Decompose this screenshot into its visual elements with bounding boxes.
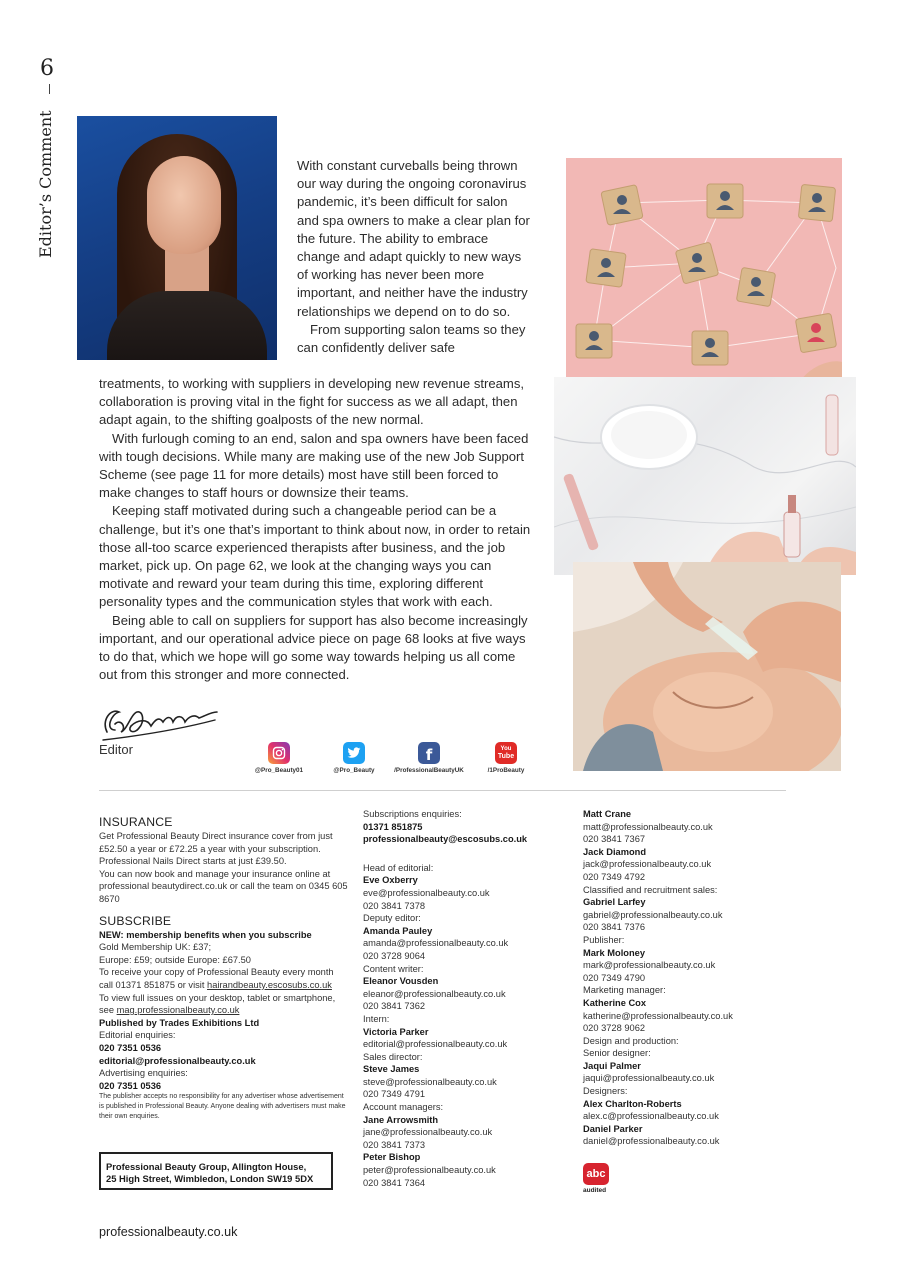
staff-name: Alex Charlton-Roberts xyxy=(583,1098,682,1109)
intro-text xyxy=(297,157,532,357)
staff-role: Marketing manager: xyxy=(583,985,666,996)
staff-email[interactable]: katherine@professionalbeauty.co.uk xyxy=(583,1010,733,1021)
view-issues: To view full issues on your desktop, tablet or smartphone, see mag.professionalbeauty.co.uk xyxy=(99,992,336,1016)
staff-entry xyxy=(363,912,563,962)
editorial-email[interactable]: editorial@professionalbeauty.co.uk xyxy=(99,1055,256,1066)
staff-email[interactable]: daniel@professionalbeauty.co.uk xyxy=(583,1136,720,1147)
staff-entry xyxy=(583,934,783,984)
staff-role: Intern: xyxy=(363,1013,390,1024)
gold-membership: Gold Membership UK: £37; xyxy=(99,942,212,953)
staff-role: Designers: xyxy=(583,1086,628,1097)
body-paragraph: treatments, to working with suppliers in developing new revenue streams, collaboration is proving vital in the fight for success as we all adapt, then adapt again, to the shifting goalposts of the new normal. xyxy=(99,376,525,428)
staff-entry xyxy=(583,1047,783,1085)
staff-name: Jane Arrowsmith xyxy=(363,1114,439,1125)
abc-audited-logo: abc xyxy=(583,1163,609,1185)
staff-phone: 020 3728 9062 xyxy=(583,1023,646,1034)
staff-entry xyxy=(583,808,783,846)
intro-paragraph: With constant curveballs being thrown our way during the ongoing coronavirus pandemic, it’s been difficult for salon and spa owners to make a clear plan for the future. The ability to embrace change and adapt quickly to new ways of working has never been more important, and neither have the industry relationships we depend on to do so. xyxy=(297,158,530,319)
masthead-column-1 xyxy=(99,815,349,1122)
staff-phone: 020 3728 9064 xyxy=(363,950,426,961)
staff-entry xyxy=(363,1013,563,1051)
published-by: Published by Trades Exhibitions Ltd xyxy=(99,1017,260,1028)
staff-entry xyxy=(583,1035,783,1048)
social-twitter[interactable] xyxy=(314,742,394,774)
staff-email[interactable]: jaqui@professionalbeauty.co.uk xyxy=(583,1073,715,1084)
intro-paragraph: From supporting salon teams so they can confidently deliver safe xyxy=(297,321,526,356)
masthead-column-2 xyxy=(363,808,563,1189)
staff-name: Eleanor Vousden xyxy=(363,976,439,987)
subscriptions-email[interactable]: professionalbeauty@escosubs.co.uk xyxy=(363,834,528,845)
staff-email[interactable]: editorial@professionalbeauty.co.uk xyxy=(363,1039,508,1050)
social-handle: /1ProBeauty xyxy=(487,767,525,774)
staff-phone: 020 3841 7376 xyxy=(583,922,646,933)
staff-name: Gabriel Larfey xyxy=(583,897,646,908)
social-instagram[interactable] xyxy=(239,742,319,774)
staff-name: Eve Oxberry xyxy=(363,875,418,886)
staff-entry xyxy=(363,1051,563,1101)
staff-phone: 020 3841 7362 xyxy=(363,1001,426,1012)
staff-role: Deputy editor: xyxy=(363,913,421,924)
staff-email[interactable]: amanda@professionalbeauty.co.uk xyxy=(363,938,509,949)
staff-role: Content writer: xyxy=(363,963,424,974)
subscriptions-phone: 01371 851875 xyxy=(363,821,423,832)
staff-phone: 020 7349 4792 xyxy=(583,871,646,882)
subscribe-new: NEW: membership benefits when you subscribe xyxy=(99,929,312,940)
body-paragraph: Keeping staff motivated during such a changeable period can be a challenge, but it’s one that’s important to think about now, in order to retain those all-too scarce experienced therapists after business, and the job market, pick up. On page 62, we look at the changing ways you can motivate and reward your team during this time, exploring different personality types and the communication styles that work with each. xyxy=(99,503,531,610)
masthead-column-3 xyxy=(583,808,783,1148)
insurance-heading: INSURANCE xyxy=(99,815,173,829)
staff-role: Design and production: xyxy=(583,1035,679,1046)
staff-entry xyxy=(583,884,783,934)
staff-email[interactable]: jack@professionalbeauty.co.uk xyxy=(583,859,712,870)
staff-name: Jack Diamond xyxy=(583,846,647,857)
staff-name: Katherine Cox xyxy=(583,997,647,1008)
social-handle: @Pro_Beauty xyxy=(333,767,375,774)
staff-entry xyxy=(363,963,563,1013)
staff-entry xyxy=(583,1085,783,1123)
staff-email[interactable]: mark@professionalbeauty.co.uk xyxy=(583,960,716,971)
staff-name: Jaqui Palmer xyxy=(583,1060,641,1071)
staff-role: Publisher: xyxy=(583,934,625,945)
staff-email[interactable]: jane@professionalbeauty.co.uk xyxy=(363,1127,493,1138)
staff-name: Daniel Parker xyxy=(583,1123,643,1134)
staff-phone: 020 7349 4790 xyxy=(583,972,646,983)
staff-entry xyxy=(583,984,783,1034)
digital-mag-link[interactable]: mag.professionalbeauty.co.uk xyxy=(116,1005,240,1016)
europe-pricing: Europe: £59; outside Europe: £67.50 xyxy=(99,954,251,965)
staff-role: Account managers: xyxy=(363,1102,444,1113)
editor-signature xyxy=(97,700,222,745)
abc-audited-label: audited xyxy=(583,1187,607,1194)
section-title-text: Editor’s Comment xyxy=(36,110,55,258)
advertising-label: Advertising enquiries: xyxy=(99,1068,188,1079)
insurance-text: Get Professional Beauty Direct insurance cover from just £52.50 a year or £72.25 a year with your subscription. Professional Nails Direct starts at just £39.50. xyxy=(99,831,333,867)
staff-email[interactable]: eleanor@professionalbeauty.co.uk xyxy=(363,988,506,999)
staff-entry xyxy=(363,862,563,912)
disclaimer: The publisher accepts no responsibility for any advertiser whose advertisement is published in Professional Beauty. Anyone dealing with advertisers must make their own enquiries. xyxy=(99,1093,346,1120)
staff-role: Head of editorial: xyxy=(363,862,434,873)
staff-name: Matt Crane xyxy=(583,809,632,819)
footer-url[interactable]: professionalbeauty.co.uk xyxy=(99,1225,238,1239)
staff-name: Mark Moloney xyxy=(583,947,645,958)
staff-entry xyxy=(363,1151,563,1189)
staff-email[interactable]: matt@professionalbeauty.co.uk xyxy=(583,821,713,832)
subscribe-link[interactable]: hairandbeauty.escosubs.co.uk xyxy=(207,979,332,990)
section-title xyxy=(36,110,58,258)
youtube-icon: You Tube xyxy=(495,742,517,764)
page-number-rule xyxy=(49,84,50,94)
staff-phone: 020 3841 7378 xyxy=(363,900,426,911)
editor-portrait xyxy=(77,116,277,360)
section-divider xyxy=(99,790,786,791)
editorial-phone: 020 7351 0536 xyxy=(99,1042,162,1053)
social-handle: /ProfessionalBeautyUK xyxy=(394,767,464,774)
advertising-phone: 020 7351 0536 xyxy=(99,1080,162,1091)
subscribe-heading: SUBSCRIBE xyxy=(99,913,172,928)
body-paragraph: With furlough coming to an end, salon and spa owners have been faced with tough decisions. While many are making use of the new Job Support Scheme (see page 11 for more details) most have still been forced to make changes to staff hours or downsize their teams. xyxy=(99,430,529,501)
editor-label: Editor xyxy=(99,742,133,757)
social-youtube[interactable] xyxy=(466,742,546,774)
staff-email[interactable]: steve@professionalbeauty.co.uk xyxy=(363,1076,497,1087)
skincare-products-photo xyxy=(554,377,856,575)
publisher-address: Professional Beauty Group, Allington House, 25 High Street, Wimbledon, London SW19 5DX xyxy=(99,1152,333,1190)
staff-email[interactable]: gabriel@professionalbeauty.co.uk xyxy=(583,909,723,920)
editorial-label: Editorial enquiries: xyxy=(99,1030,176,1041)
subscriptions-label: Subscriptions enquiries: xyxy=(363,809,462,819)
staff-name: Peter Bishop xyxy=(363,1152,421,1163)
staff-entry xyxy=(583,846,783,884)
staff-email[interactable]: alex.c@professionalbeauty.co.uk xyxy=(583,1111,719,1122)
social-facebook[interactable] xyxy=(389,742,469,774)
facial-treatment-photo xyxy=(573,562,841,771)
social-handle: @Pro_Beauty01 xyxy=(254,767,304,774)
staff-name: Steve James xyxy=(363,1064,420,1075)
instagram-icon xyxy=(268,742,290,764)
staff-phone: 020 3841 7373 xyxy=(363,1139,426,1150)
staff-role: Sales director: xyxy=(363,1051,423,1062)
twitter-icon xyxy=(343,742,365,764)
staff-email[interactable]: peter@professionalbeauty.co.uk xyxy=(363,1165,496,1176)
insurance-text: You can now book and manage your insurance online at professional beautydirect.co.uk or call the team on 0345 605 8670 xyxy=(99,868,348,904)
staff-phone: 020 7349 4791 xyxy=(363,1089,426,1100)
staff-list xyxy=(363,862,563,1189)
receive-copy: To receive your copy of Professional Beauty every month call 01371 851875 or visit hairandbeauty.escosubs.co.uk xyxy=(99,967,334,990)
main-text xyxy=(99,375,532,684)
staff-entry xyxy=(363,1101,563,1151)
staff-email[interactable]: eve@professionalbeauty.co.uk xyxy=(363,887,490,898)
staff-list xyxy=(583,808,783,1148)
staff-name: Victoria Parker xyxy=(363,1026,429,1037)
network-cubes-photo xyxy=(566,158,842,390)
page-number: 6 xyxy=(40,56,54,81)
staff-phone: 020 3841 7364 xyxy=(363,1177,426,1188)
staff-phone: 020 3841 7367 xyxy=(583,834,646,845)
staff-name: Amanda Pauley xyxy=(363,925,433,936)
staff-role: Senior designer: xyxy=(583,1048,651,1059)
staff-entry xyxy=(583,1123,783,1148)
staff-role: Classified and recruitment sales: xyxy=(583,884,718,895)
body-paragraph: Being able to call on suppliers for support has also become increasingly important, and our operational advice piece on page 68 looks at five ways to do that, which we hope will go some way towards helping us all come out from this stronger and more connected. xyxy=(99,612,528,683)
facebook-icon: f xyxy=(418,742,440,764)
